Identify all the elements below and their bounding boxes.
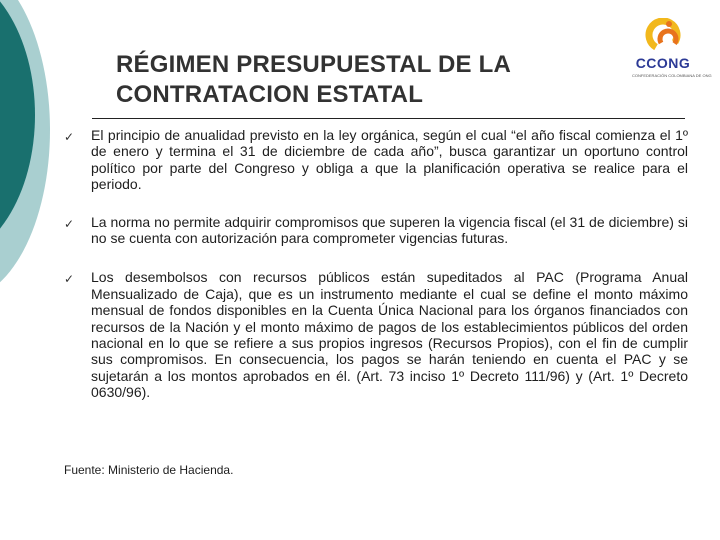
list-item: [64, 127, 688, 193]
bullet-text: El principio de anualidad previsto en la ley orgánica, según el cual “el año fiscal comienza el 1º de enero y termina el 31 de diciembre de cada año”, busca garantizar un oportuno control político por parte del Congreso y obliga a que la planificación operativa se realice para el periodo.: [91, 127, 688, 193]
title-line-2: CONTRATACION ESTATAL: [116, 81, 424, 108]
logo-mark-icon: [632, 18, 694, 58]
title-line-1: RÉGIMEN PRESUPUESTAL DE LA: [116, 51, 512, 78]
logo-tagline: CONFEDERACIÓN COLOMBIANA DE ONG: [632, 73, 712, 78]
checkmark-icon: ✓: [64, 272, 75, 287]
logo-wordmark: CCONG: [635, 55, 691, 71]
page-title: [116, 50, 511, 110]
checkmark-icon: ✓: [64, 216, 75, 231]
title-divider: [92, 118, 685, 119]
checkmark-icon: ✓: [64, 130, 75, 144]
bullet-list: [64, 127, 688, 401]
bullet-text: La norma no permite adquirir compromisos que superen la vigencia fiscal (el 31 de diciembre) si no se cuenta con autorización para comprometer vigencias futuras.: [91, 213, 688, 247]
source-note: Fuente: Ministerio de Hacienda.: [64, 463, 234, 477]
list-item: [64, 214, 688, 247]
bullet-text: Los desembolsos con recursos públicos están supeditados al PAC (Programa Anual Mensualizado de Caja), que es un instrumento mediante el cual se define el monto máximo mensual de fondos disponibles en la Cuenta Única Nacional para los órganos financiados con recursos de la Nación y el monto máximo de pagos de los establecimientos públicos del orden nacional en lo que se refiere a sus propios ingresos (Recursos Propios), con el fin de cumplir sus compromisos. En consecuencia, los pagos se harán teniendo en cuenta el PAC y se sujetarán a los montos aprobados en él. (Art. 73 inciso 1º Decreto 111/96) y (Art. 1º Decreto 0630/96).: [91, 269, 688, 401]
list-item: [64, 269, 688, 400]
ccong-logo: [632, 18, 712, 82]
